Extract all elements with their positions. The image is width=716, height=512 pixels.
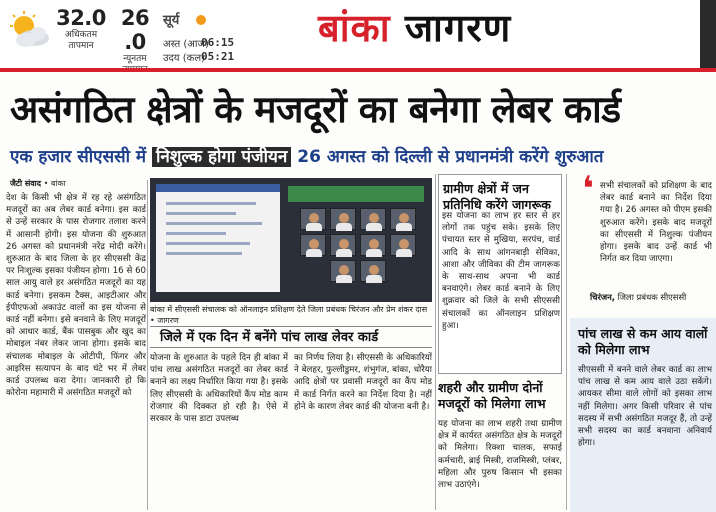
photo-caption: बांका में सीएससी संचालक को ऑनलाइन प्रशिक्षण देते जिला प्रबंधक चिरंजन और प्रेम शंकर दास • जागरण bbox=[150, 305, 428, 325]
subheadline bbox=[10, 146, 710, 168]
min-temperature bbox=[108, 6, 162, 76]
logo-name: जागरण bbox=[404, 6, 512, 50]
participant-tile bbox=[360, 260, 386, 282]
urban-rural-heading: शहरी और ग्रामीण दोनों मजदूरों को मिलेगा लाभ bbox=[438, 380, 546, 411]
quote-text: सभी संचालकों को प्रशिक्षण के बाद लेबर कार्ड बनाने का निर्देश दिया गया है। 26 अगस्त को पीएम इसकी शुरुआत करेंगे। इसके बाद मजदूरों का सीएससी में निशुल्क पंजीयन होगा। इसके बाद उन्हें कार्ड भी निर्गत कर दिया जाएगा। bbox=[600, 181, 712, 265]
participant-tile bbox=[390, 234, 416, 256]
participant-tile bbox=[330, 260, 356, 282]
participant-tile bbox=[300, 208, 326, 230]
max-temp-label: अधिकतम तापमान bbox=[64, 30, 98, 51]
byline-separator: • bbox=[43, 179, 51, 188]
quote-name: चिरंजन, bbox=[590, 292, 615, 302]
participant-tile bbox=[330, 208, 356, 230]
income-heading: पांच लाख से कम आय वालों को मिलेगा लाभ bbox=[578, 326, 708, 357]
byline bbox=[10, 178, 66, 189]
sun-icon bbox=[196, 15, 206, 25]
mid-story-text-1: योजना के शुरुआत के पहले दिन ही बांका में पांच लाख असंगठित मजदूरों का लेबर कार्ड बनाने का लक्ष्य निर्धारित किया गया है। इसके लिए सीएससी के अधिकारियों कैंप मोड काम रोजगार की दिक्कत हो रही है। ऐसे में सरकार के पास डाटा उपलब्ध bbox=[150, 353, 288, 425]
byline-source: जैटी संवाद bbox=[10, 179, 42, 188]
mid-story-text-2: का निर्णय लिया है। सीएससी के अधिकारियों ने बेलहर, फुल्लीडुमर, शंभुगंज, बांका, धोरैया आदि क्षेत्रों पर प्रवासी मजदूरों का कैंप मोड में कार्ड निर्गत करने का निर्देश दिया है। नहीं होने के कारण लेबर कार्ड की योजना बनी है। bbox=[294, 353, 432, 412]
subhead-post: 26 अगस्त को दिल्ली से प्रधानमंत्री करेंगे शुरुआत bbox=[297, 147, 604, 167]
participant-tile bbox=[360, 234, 386, 256]
max-temperature bbox=[54, 6, 108, 52]
page-headline: असंगठित क्षेत्रों के मजदूरों का बनेगा लेबर कार्ड bbox=[10, 88, 621, 131]
masthead bbox=[0, 0, 716, 72]
sunrise-time: 05:21 bbox=[201, 50, 235, 63]
masthead-rule bbox=[0, 68, 716, 72]
sunrise-label: उदय (कल) bbox=[163, 53, 206, 64]
partly-cloudy-icon bbox=[6, 10, 52, 50]
participant-tile bbox=[330, 234, 356, 256]
participant-tile bbox=[360, 208, 386, 230]
quote-attribution bbox=[590, 292, 714, 303]
urban-rural-text: यह योजना का लाभ शहरी तथा ग्रामीण क्षेत्र में कार्यरत असंगठित क्षेत्र के मजदूरों को मिलेगा। रिक्शा चालक, सफाई कर्मचारी, ब्राई मिस्त्री, राजमिस्त्री, प्लंबर, महिला और पुरुष किसान भी इसका लाभ उठाएंगे। bbox=[438, 419, 562, 491]
sunset-row bbox=[163, 36, 243, 50]
column-divider bbox=[435, 174, 436, 510]
mid-story-heading: जिले में एक दिन में बनेंगे पांच लाख लेवर कार्ड bbox=[150, 326, 432, 348]
max-temp-value: 32.0 bbox=[56, 6, 106, 30]
training-photo bbox=[150, 178, 432, 302]
quote-icon: ❛ bbox=[582, 169, 594, 209]
participant-tile bbox=[300, 234, 326, 256]
sunset-time: 06:15 bbox=[201, 36, 235, 49]
video-call-banner bbox=[288, 186, 424, 202]
rural-heading: ग्रामीण क्षेत्रों में जन प्रतिनिधि करेंगे जागरूक bbox=[443, 181, 551, 212]
logo-city: बांका bbox=[318, 6, 391, 50]
quote-role: जिला प्रबंधक सीएससी bbox=[617, 292, 687, 302]
subhead-pre: एक हजार सीएससी में bbox=[10, 147, 147, 167]
presentation-screen bbox=[156, 184, 280, 292]
sun-label: सूर्य bbox=[163, 13, 180, 28]
rural-text: इस योजना का लाभ हर स्तर से हर लोगों तक पहुंच सके। इसके लिए पंचायत स्तर से मुखिया, सरपंच, वार्ड आदि के साथ आंगनबाड़ी सेविका, आशा और जीविका की टीम जागरूक के साथ-साथ अपना भी कार्ड बनवाएंगे। लेबर कार्ड बनाने के लिए शुक्रवार को जिले के सभी सीएससी संचालकों का ऑनलाइन प्रशिक्षण हुआ। bbox=[442, 211, 560, 331]
column-divider bbox=[566, 174, 567, 510]
left-column-text: देश के किसी भी क्षेत्र में रह रहे असंगठित मजदूरों का अब लेबर कार्ड बनेगा। इस कार्ड से उन्हें सरकार के पास रोजगार तलाश करने में आसानी होगी। इस योजना की शुरुआत 26 अगस्त को प्रधानमंत्री नरेंद्र मोदी करेंगे। शुरुआत के बाद जिला के हर सीएससी केंद्र पर निःशुल्क इसका पंजीयन होगा। 16 से 60 साल आयु वाले हर असंगठित मजदूरों का यह कार्ड बनेगा। इसकम टैक्स, आइटीआर और ईपीएफओ अकाउंट वालों का इस योजना से कार्ड नहीं बनेगा। इसे बनवाने के लिए मजदूरों को आधार कार्ड, बैंक पासबुक और खुद का मोबाइल नंबर लेकर जाना होगा। इसके बाद संचालक मोबाइल के ओटीपी, फिंगर और आइरिस सत्यापन के बाद घंटे भर में लेबर कार्ड उपलब्ध करा देगा। जानकारी हो कि कोरोना महामारी में असंगठित मजदूरों को bbox=[6, 193, 146, 399]
subhead-highlight: निशुल्क होगा पंजीयन bbox=[152, 147, 291, 167]
byline-city: बांका bbox=[50, 179, 66, 188]
participant-tile bbox=[390, 208, 416, 230]
sunrise-row bbox=[163, 50, 243, 64]
newspaper-logo bbox=[318, 4, 511, 52]
edge-strip bbox=[700, 0, 716, 72]
sunset-label: अस्त (आज) bbox=[163, 39, 209, 50]
min-temp-label: न्यूनतम bbox=[123, 54, 147, 64]
column-divider bbox=[147, 180, 148, 510]
income-text: सीएससी में बनने वाले लेबर कार्ड का लाभ पांच लाख से कम आय वाले उठा सकेंगे। आयकर सीमा वाले लोगों को इसका लाभ नहीं मिलेगा। अगर किसी परिवार से पांच सदस्य में सभी असंगठित मजदूर हैं, तो उन्हें सभी सदस्य का कार्ड बनवाना अनिवार्य होगा। bbox=[578, 365, 712, 449]
min-temp-value: 26 .0 bbox=[120, 6, 150, 54]
